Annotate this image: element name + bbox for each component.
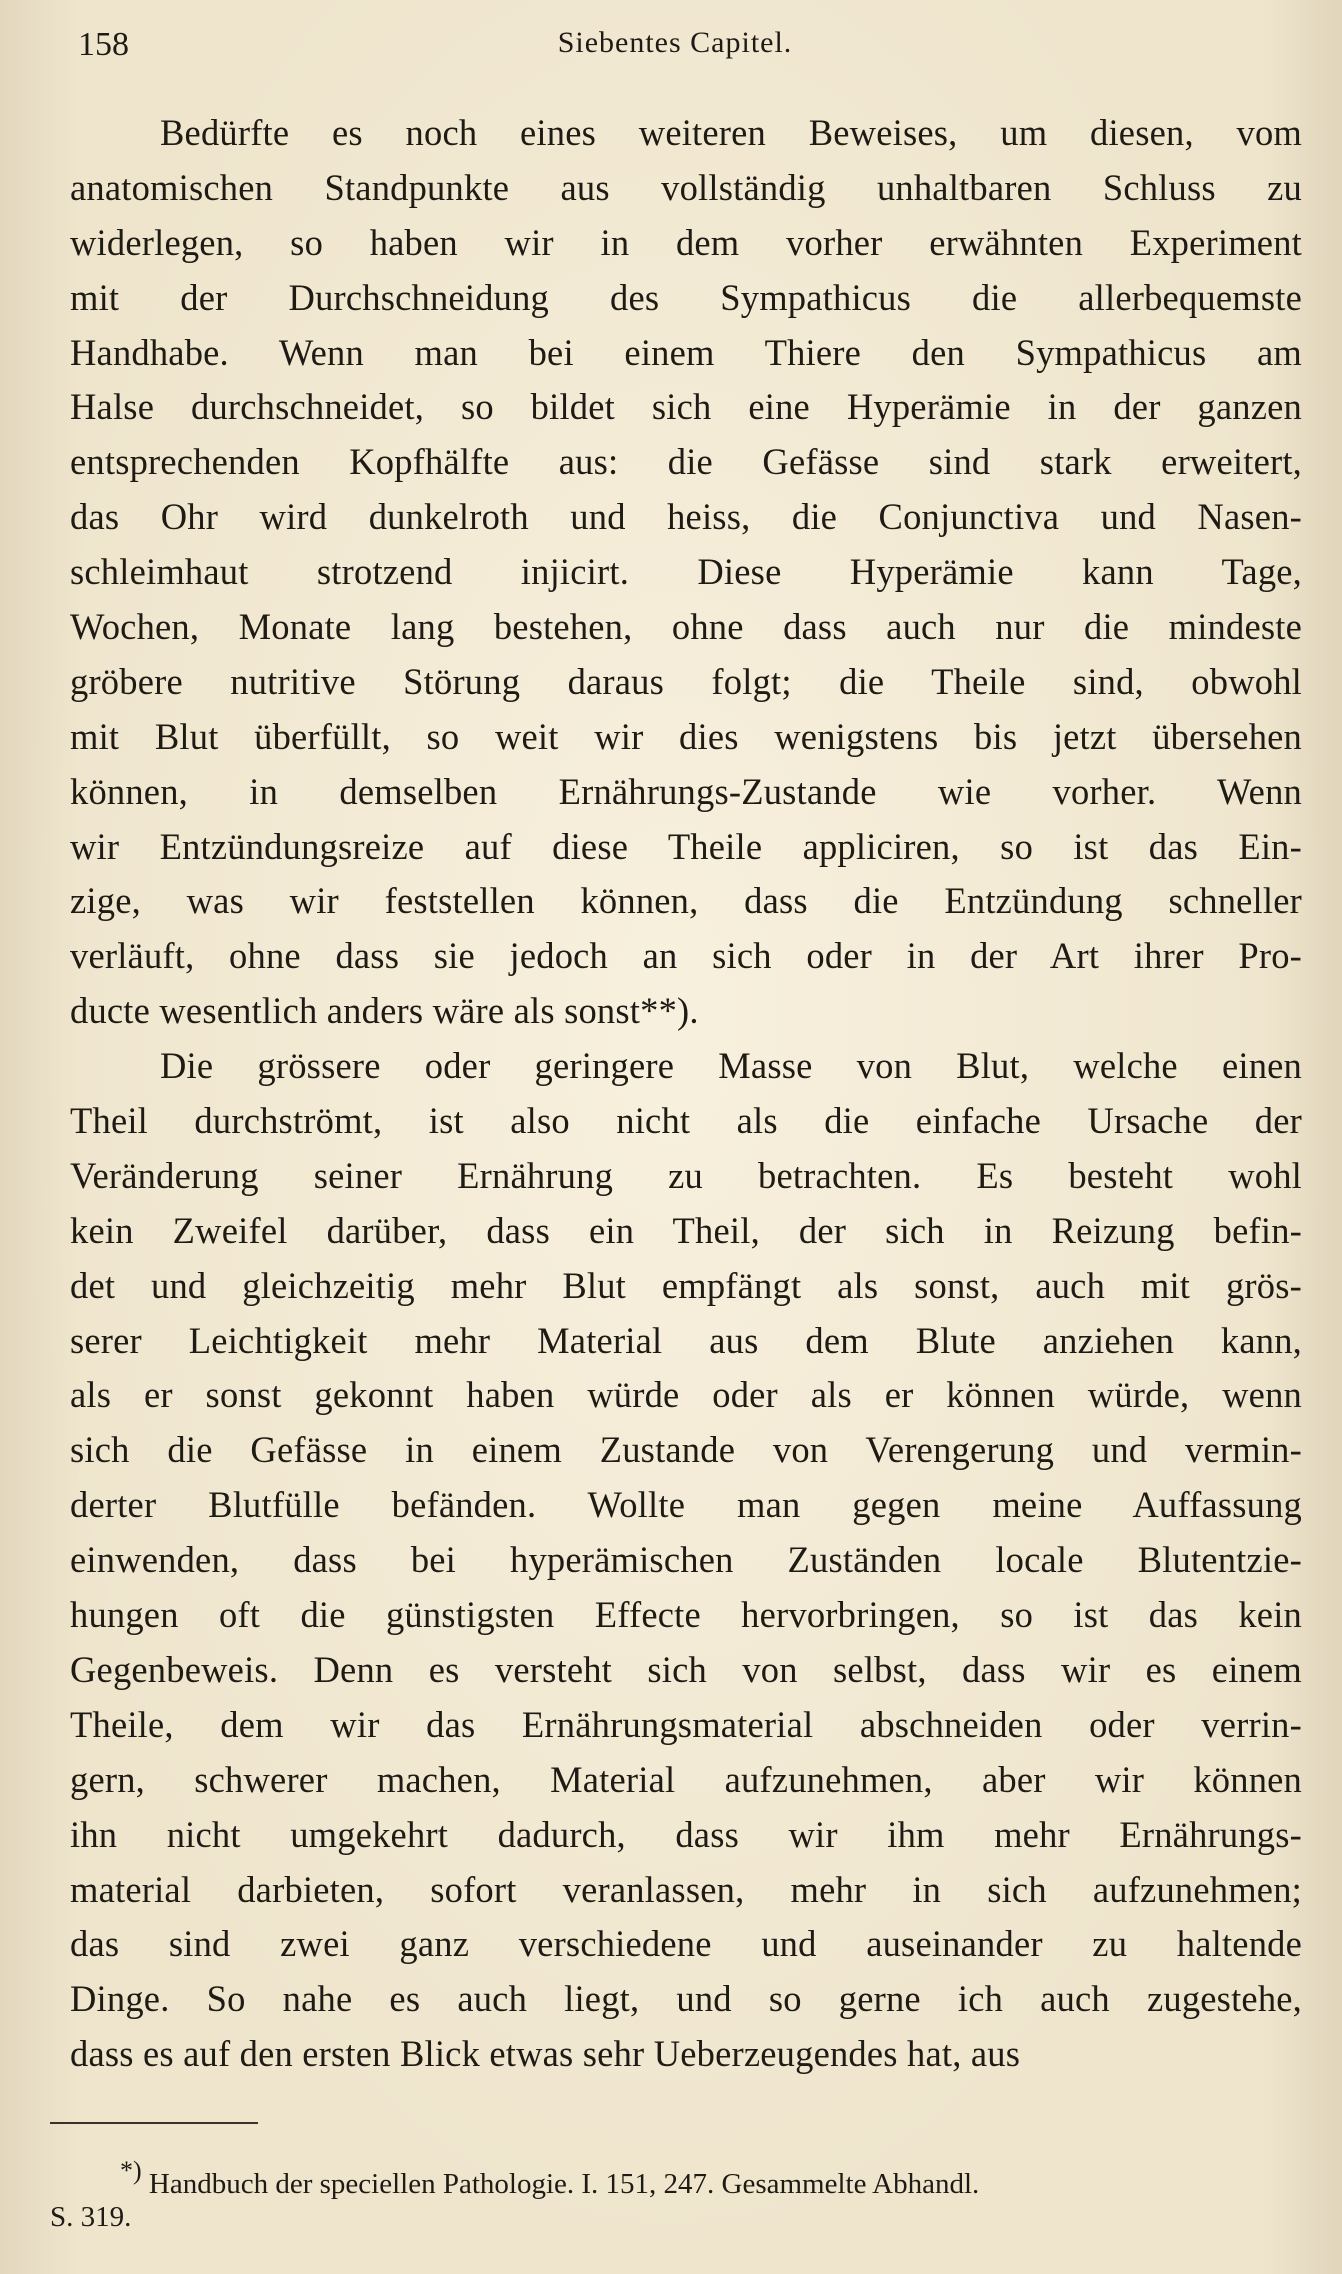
text-line: mit der Durchschneidung des Sympathicus die allerbequemste (70, 276, 1302, 318)
text-line: mit Blut überfüllt, so weit wir dies wenigstens bis jetzt übersehen (70, 715, 1302, 757)
page-number: 158 (78, 26, 129, 63)
text-line: Bedürfte es noch eines weiteren Beweises, um diesen, vom (160, 112, 1302, 153)
footnote (50, 2156, 1290, 2237)
text-line: schleimhaut strotzend injicirt. Diese Hyperämie kann Tage, (70, 551, 1302, 593)
text-line: ihn nicht umgekehrt dadurch, dass wir ihm mehr Ernährungs- (70, 1813, 1302, 1855)
text-line: kein Zweifel darüber, dass ein Theil, der sich in Reizung befin- (70, 1209, 1302, 1251)
text-line: das Ohr wird dunkelroth und heiss, die Conjunctiva und Nasen- (70, 496, 1302, 538)
text-line: Gegenbeweis. Denn es versteht sich von selbst, dass wir es einem (70, 1648, 1302, 1690)
text-line: das sind zwei ganz verschiedene und auseinander zu haltende (70, 1923, 1302, 1965)
text-line: dass es auf den ersten Blick etwas sehr Ueberzeugendes hat, aus (70, 2033, 1021, 2075)
text-line: anatomischen Standpunkte aus vollständig unhaltbaren Schluss zu (70, 166, 1302, 208)
text-line: Handhabe. Wenn man bei einem Thiere den Sympathicus am (70, 331, 1302, 373)
body-text (70, 106, 1302, 2082)
page-header (78, 22, 1272, 72)
text-line: Theil durchströmt, ist also nicht als die einfache Ursache der (70, 1100, 1302, 1142)
text-line: serer Leichtigkeit mehr Material aus dem Blute anziehen kann, (70, 1319, 1302, 1361)
text-line: Dinge. So nahe es auch liegt, und so gerne ich auch zugestehe, (70, 1978, 1302, 2020)
text-line: Die grössere oder geringere Masse von Blut, welche einen (160, 1045, 1302, 1087)
text-line: Halse durchschneidet, so bildet sich eine Hyperämie in der ganzen (70, 386, 1302, 428)
text-line: verläuft, ohne dass sie jedoch an sich oder in der Art ihrer Pro- (70, 935, 1302, 977)
text-line: derter Blutfülle befänden. Wollte man gegen meine Auffassung (70, 1484, 1302, 1526)
footnote-marker: *) (120, 2156, 142, 2185)
text-line: als er sonst gekonnt haben würde oder als er können würde, wenn (70, 1374, 1302, 1416)
text-line: Wochen, Monate lang bestehen, ohne dass auch nur die mindeste (70, 606, 1302, 648)
text-line: widerlegen, so haben wir in dem vorher erwähnten Experiment (70, 221, 1302, 263)
text-line: Theile, dem wir das Ernährungsmaterial abschneiden oder verrin- (70, 1703, 1302, 1745)
text-line: material darbieten, sofort veranlassen, mehr in sich aufzunehmen; (70, 1868, 1302, 1910)
footnote-continuation: S. 319. (50, 2201, 132, 2233)
text-line: einwenden, dass bei hyperämischen Zuständen locale Blutentzie- (70, 1539, 1302, 1581)
footnote-rule (50, 2122, 258, 2124)
text-line: zige, was wir feststellen können, dass die Entzündung schneller (70, 880, 1302, 922)
running-head: Siebentes Capitel. (557, 26, 793, 59)
text-line: Veränderung seiner Ernährung zu betrachten. Es besteht wohl (70, 1154, 1302, 1196)
text-line: gröbere nutritive Störung daraus folgt; die Theile sind, obwohl (70, 660, 1302, 702)
text-line: entsprechenden Kopfhälfte aus: die Gefässe sind stark erweitert, (70, 441, 1302, 483)
paragraph-1 (70, 106, 1302, 1039)
text-line: gern, schwerer machen, Material aufzunehmen, aber wir können (70, 1758, 1302, 1800)
paragraph-2 (70, 1039, 1302, 2082)
text-line: wir Entzündungsreize auf diese Theile appliciren, so ist das Ein- (70, 825, 1302, 867)
text-line: det und gleichzeitig mehr Blut empfängt als sonst, auch mit grös- (70, 1264, 1302, 1306)
text-line: sich die Gefässe in einem Zustande von Verengerung und vermin- (70, 1429, 1302, 1471)
footnote-text: Handbuch der speciellen Pathologie. I. 151, 247. Gesammelte Abhandl. (148, 2168, 980, 2200)
text-line: ducte wesentlich anders wäre als sonst**). (70, 990, 699, 1032)
text-line: hungen oft die günstigsten Effecte hervorbringen, so ist das kein (70, 1594, 1302, 1636)
text-line: können, in demselben Ernährungs-Zustande wie vorher. Wenn (70, 770, 1302, 812)
